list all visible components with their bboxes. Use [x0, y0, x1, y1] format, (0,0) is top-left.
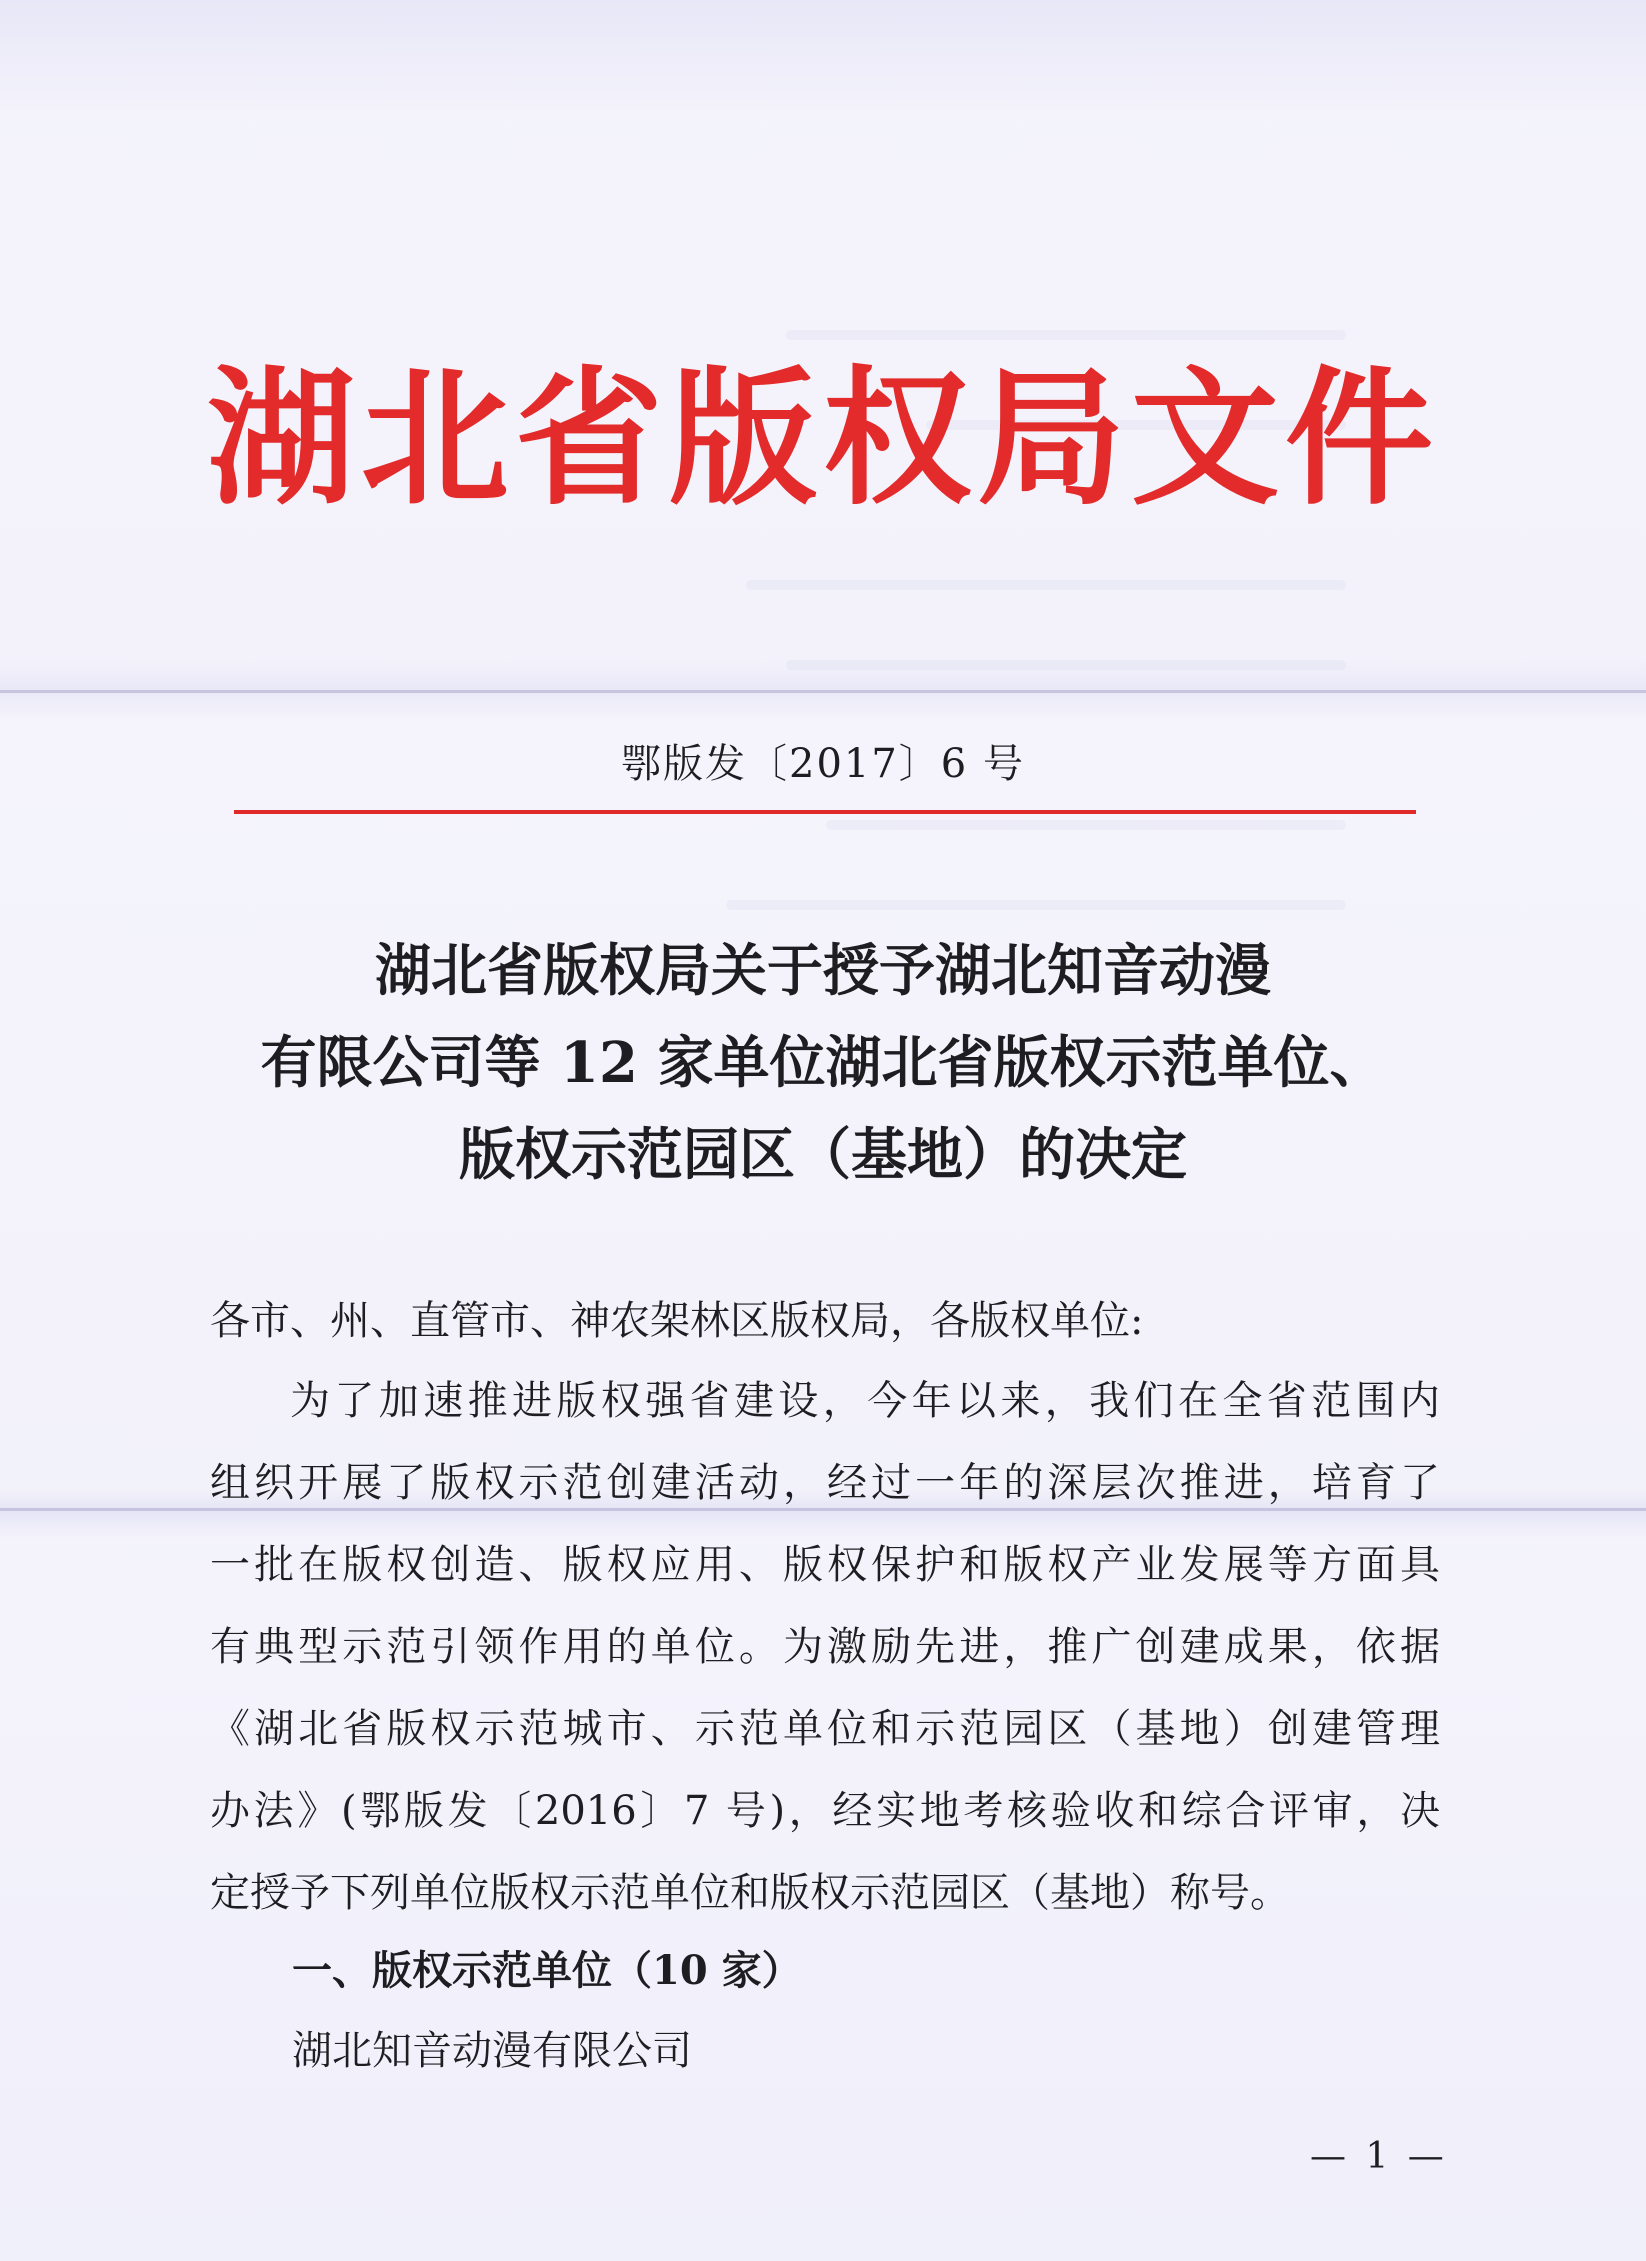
document-number: 鄂版发〔2017〕6 号 [621, 741, 1025, 787]
body-paragraph [210, 1360, 1440, 1934]
show-through-line [786, 660, 1346, 670]
paragraph-line-6: 办法》(鄂版发〔2016〕7 号)，经实地考核验收和综合评审，决 [210, 1788, 1440, 1834]
show-through-line [786, 330, 1346, 340]
paragraph-line-1: 为了加速推进版权强省建设，今年以来，我们在全省范围内 [290, 1378, 1440, 1424]
paragraph-line-7: 定授予下列单位版权示范单位和版权示范园区（基地）称号。 [210, 1870, 1290, 1916]
red-divider-line [234, 810, 1416, 814]
title-line-1: 湖北省版权局关于授予湖北知音动漫 [375, 938, 1271, 1004]
title-line-2: 有限公司等 12 家单位湖北省版权示范单位、 [260, 1030, 1386, 1096]
show-through-line [746, 580, 1346, 590]
show-through-line [726, 900, 1346, 910]
paragraph-line-3: 一批在版权创造、版权应用、版权保护和版权产业发展等方面具 [210, 1542, 1440, 1588]
paper-fold-line [0, 690, 1646, 693]
show-through-line [826, 820, 1346, 830]
document-header-title: 湖北省版权局文件 [207, 353, 1439, 525]
title-line-3: 版权示范园区（基地）的决定 [459, 1122, 1187, 1188]
section-heading: 一、版权示范单位（10 家） [292, 1947, 802, 1994]
paragraph-line-2: 组织开展了版权示范创建活动，经过一年的深层次推进，培育了 [210, 1460, 1440, 1506]
company-list-item: 湖北知音动漫有限公司 [292, 2028, 692, 2074]
paragraph-line-5: 《湖北省版权示范城市、示范单位和示范园区（基地）创建管理 [210, 1706, 1440, 1752]
paragraph-line-4: 有典型示范引领作用的单位。为激励先进，推广创建成果，依据 [210, 1624, 1440, 1670]
salutation: 各市、州、直管市、神农架林区版权局，各版权单位: [210, 1298, 1144, 1344]
page-number: — 1 — [1310, 2136, 1448, 2177]
document-title [0, 925, 1646, 1201]
